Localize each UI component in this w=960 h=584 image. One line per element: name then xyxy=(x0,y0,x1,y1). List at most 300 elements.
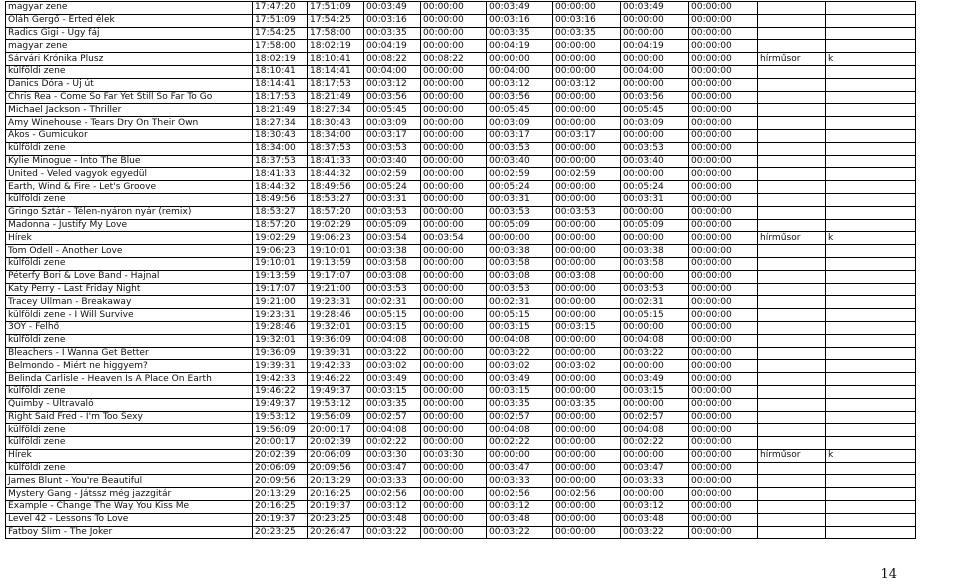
table-row xyxy=(6,488,916,501)
cell-title: Example - Change The Way You Kiss Me xyxy=(6,501,253,514)
cell-start-time: 17:51:09 xyxy=(253,14,308,27)
cell-end-time: 19:23:31 xyxy=(308,296,364,309)
cell-flag xyxy=(826,360,916,373)
cell-program-type xyxy=(758,245,826,258)
cell-start-time: 20:09:56 xyxy=(253,475,308,488)
cell-title: Right Said Fred - I'm Too Sexy xyxy=(6,411,253,424)
cell-foreign-duration: 00:04:08 xyxy=(621,424,689,437)
cell-spoken-duration: 00:00:00 xyxy=(421,181,487,194)
cell-start-time: 19:46:22 xyxy=(253,385,308,398)
cell-end-time: 19:36:09 xyxy=(308,334,364,347)
cell-duration: 00:02:31 xyxy=(364,296,421,309)
cell-end-time: 17:54:25 xyxy=(308,14,364,27)
cell-foreign-duration: 00:03:48 xyxy=(621,513,689,526)
cell-start-time: 18:21:49 xyxy=(253,104,308,117)
cell-duration: 00:03:02 xyxy=(364,360,421,373)
cell-spoken-duration: 00:00:00 xyxy=(421,321,487,334)
cell-music-duration: 00:03:22 xyxy=(487,526,553,539)
cell-hungarian-duration: 00:03:12 xyxy=(553,78,621,91)
cell-spoken-duration: 00:00:00 xyxy=(421,373,487,386)
cell-music-duration: 00:03:47 xyxy=(487,462,553,475)
cell-title: Belinda Carlisle - Heaven Is A Place On Earth xyxy=(6,373,253,386)
cell-duration: 00:03:38 xyxy=(364,245,421,258)
cell-program-type xyxy=(758,475,826,488)
cell-hungarian-duration: 00:03:02 xyxy=(553,360,621,373)
cell-start-time: 18:34:00 xyxy=(253,142,308,155)
cell-duration: 00:03:12 xyxy=(364,501,421,514)
table-row xyxy=(6,526,916,539)
cell-spoken-duration: 00:00:00 xyxy=(421,513,487,526)
cell-foreign-duration: 00:04:08 xyxy=(621,334,689,347)
cell-spoken-duration: 00:03:54 xyxy=(421,232,487,245)
cell-flag xyxy=(826,385,916,398)
cell-end-time: 18:10:41 xyxy=(308,53,364,66)
cell-end-time: 18:53:27 xyxy=(308,193,364,206)
cell-other-duration: 00:00:00 xyxy=(689,385,758,398)
cell-music-duration: 00:02:56 xyxy=(487,488,553,501)
table-row xyxy=(6,360,916,373)
cell-flag xyxy=(826,321,916,334)
cell-hungarian-duration: 00:00:00 xyxy=(553,411,621,424)
cell-foreign-duration: 00:00:00 xyxy=(621,398,689,411)
cell-title: Chris Rea - Come So Far Yet Still So Far To Go xyxy=(6,91,253,104)
cell-end-time: 20:16:25 xyxy=(308,488,364,501)
table-row xyxy=(6,40,916,53)
table-row xyxy=(6,142,916,155)
cell-spoken-duration: 00:00:00 xyxy=(421,206,487,219)
cell-hungarian-duration: 00:00:00 xyxy=(553,104,621,117)
cell-other-duration: 00:00:00 xyxy=(689,245,758,258)
cell-foreign-duration: 00:03:49 xyxy=(621,373,689,386)
cell-flag xyxy=(826,117,916,130)
cell-title: külföldi zene xyxy=(6,462,253,475)
cell-title: Kylie Minogue - Into The Blue xyxy=(6,155,253,168)
table-row xyxy=(6,398,916,411)
cell-music-duration: 00:05:45 xyxy=(487,104,553,117)
table-row xyxy=(6,206,916,219)
cell-duration: 00:04:00 xyxy=(364,65,421,78)
cell-foreign-duration: 00:05:15 xyxy=(621,309,689,322)
cell-program-type xyxy=(758,78,826,91)
cell-spoken-duration: 00:00:00 xyxy=(421,65,487,78)
cell-title: külföldi zene xyxy=(6,65,253,78)
cell-foreign-duration: 00:03:33 xyxy=(621,475,689,488)
cell-start-time: 19:56:09 xyxy=(253,424,308,437)
cell-hungarian-duration: 00:00:00 xyxy=(553,219,621,232)
cell-foreign-duration: 00:03:15 xyxy=(621,385,689,398)
cell-start-time: 18:37:53 xyxy=(253,155,308,168)
table-row xyxy=(6,513,916,526)
cell-flag xyxy=(826,181,916,194)
cell-title: magyar zene xyxy=(6,2,253,15)
cell-foreign-duration: 00:00:00 xyxy=(621,321,689,334)
cell-spoken-duration: 00:00:00 xyxy=(421,398,487,411)
cell-title: külföldi zene xyxy=(6,334,253,347)
cell-foreign-duration: 00:05:24 xyxy=(621,181,689,194)
cell-hungarian-duration: 00:00:00 xyxy=(553,424,621,437)
cell-hungarian-duration: 00:00:00 xyxy=(553,117,621,130)
cell-title: Michael Jackson - Thriller xyxy=(6,104,253,117)
cell-flag xyxy=(826,475,916,488)
cell-hungarian-duration: 00:00:00 xyxy=(553,309,621,322)
cell-end-time: 19:49:37 xyxy=(308,385,364,398)
table-row xyxy=(6,193,916,206)
cell-hungarian-duration: 00:02:56 xyxy=(553,488,621,501)
cell-start-time: 20:06:09 xyxy=(253,462,308,475)
cell-title: külföldi zene xyxy=(6,437,253,450)
cell-flag xyxy=(826,513,916,526)
cell-foreign-duration: 00:03:49 xyxy=(621,2,689,15)
cell-other-duration: 00:00:00 xyxy=(689,501,758,514)
cell-other-duration: 00:00:00 xyxy=(689,232,758,245)
cell-start-time: 19:10:01 xyxy=(253,257,308,270)
cell-title: külföldi zene - I Will Survive xyxy=(6,309,253,322)
cell-spoken-duration: 00:00:00 xyxy=(421,309,487,322)
cell-hungarian-duration: 00:00:00 xyxy=(553,91,621,104)
cell-program-type: hírműsor xyxy=(758,232,826,245)
cell-spoken-duration: 00:00:00 xyxy=(421,475,487,488)
cell-music-duration: 00:00:00 xyxy=(487,449,553,462)
cell-music-duration: 00:04:19 xyxy=(487,40,553,53)
cell-duration: 00:03:22 xyxy=(364,347,421,360)
cell-end-time: 18:27:34 xyxy=(308,104,364,117)
cell-start-time: 18:41:33 xyxy=(253,168,308,181)
cell-duration: 00:05:45 xyxy=(364,104,421,117)
table-row xyxy=(6,2,916,15)
table-row xyxy=(6,449,916,462)
cell-foreign-duration: 00:03:09 xyxy=(621,117,689,130)
cell-other-duration: 00:00:00 xyxy=(689,270,758,283)
cell-duration: 00:02:57 xyxy=(364,411,421,424)
cell-foreign-duration: 00:05:09 xyxy=(621,219,689,232)
cell-title: külföldi zene xyxy=(6,385,253,398)
cell-foreign-duration: 00:00:00 xyxy=(621,232,689,245)
cell-title: magyar zene xyxy=(6,40,253,53)
cell-hungarian-duration: 00:00:00 xyxy=(553,155,621,168)
cell-start-time: 18:10:41 xyxy=(253,65,308,78)
cell-music-duration: 00:02:22 xyxy=(487,437,553,450)
cell-duration: 00:03:53 xyxy=(364,283,421,296)
cell-other-duration: 00:00:00 xyxy=(689,411,758,424)
cell-hungarian-duration: 00:00:00 xyxy=(553,40,621,53)
cell-start-time: 18:02:19 xyxy=(253,53,308,66)
cell-duration: 00:04:19 xyxy=(364,40,421,53)
cell-end-time: 19:02:29 xyxy=(308,219,364,232)
cell-foreign-duration: 00:03:38 xyxy=(621,245,689,258)
cell-start-time: 19:42:33 xyxy=(253,373,308,386)
cell-duration: 00:03:15 xyxy=(364,385,421,398)
cell-start-time: 17:47:20 xyxy=(253,2,308,15)
cell-other-duration: 00:00:00 xyxy=(689,462,758,475)
cell-end-time: 18:02:19 xyxy=(308,40,364,53)
cell-end-time: 19:10:01 xyxy=(308,245,364,258)
cell-hungarian-duration: 00:00:00 xyxy=(553,2,621,15)
table-body xyxy=(6,2,916,539)
cell-title: Ákos - Gumicukor xyxy=(6,129,253,142)
cell-program-type xyxy=(758,424,826,437)
cell-foreign-duration: 00:04:19 xyxy=(621,40,689,53)
table-row xyxy=(6,14,916,27)
cell-program-type xyxy=(758,501,826,514)
cell-title: Level 42 - Lessons To Love xyxy=(6,513,253,526)
cell-duration: 00:03:53 xyxy=(364,206,421,219)
cell-other-duration: 00:00:00 xyxy=(689,309,758,322)
cell-end-time: 19:32:01 xyxy=(308,321,364,334)
cell-title: Belmondo - Miért ne higgyem? xyxy=(6,360,253,373)
cell-hungarian-duration: 00:03:16 xyxy=(553,14,621,27)
cell-end-time: 19:42:33 xyxy=(308,360,364,373)
table-row xyxy=(6,424,916,437)
table-row xyxy=(6,309,916,322)
cell-end-time: 18:14:41 xyxy=(308,65,364,78)
cell-start-time: 18:27:34 xyxy=(253,117,308,130)
cell-other-duration: 00:00:00 xyxy=(689,193,758,206)
cell-foreign-duration: 00:00:00 xyxy=(621,270,689,283)
cell-spoken-duration: 00:00:00 xyxy=(421,245,487,258)
cell-flag xyxy=(826,2,916,15)
cell-program-type xyxy=(758,526,826,539)
cell-spoken-duration: 00:00:00 xyxy=(421,155,487,168)
cell-music-duration: 00:03:31 xyxy=(487,193,553,206)
cell-flag xyxy=(826,104,916,117)
table-row xyxy=(6,91,916,104)
cell-other-duration: 00:00:00 xyxy=(689,334,758,347)
cell-spoken-duration: 00:00:00 xyxy=(421,27,487,40)
cell-hungarian-duration: 00:00:00 xyxy=(553,501,621,514)
cell-end-time: 18:30:43 xyxy=(308,117,364,130)
cell-other-duration: 00:00:00 xyxy=(689,53,758,66)
cell-duration: 00:03:40 xyxy=(364,155,421,168)
cell-hungarian-duration: 00:03:53 xyxy=(553,206,621,219)
cell-flag xyxy=(826,14,916,27)
cell-start-time: 20:16:25 xyxy=(253,501,308,514)
cell-other-duration: 00:00:00 xyxy=(689,2,758,15)
cell-spoken-duration: 00:00:00 xyxy=(421,219,487,232)
cell-end-time: 19:17:07 xyxy=(308,270,364,283)
cell-music-duration: 00:03:02 xyxy=(487,360,553,373)
cell-hungarian-duration: 00:00:00 xyxy=(553,65,621,78)
cell-other-duration: 00:00:00 xyxy=(689,27,758,40)
cell-foreign-duration: 00:03:53 xyxy=(621,283,689,296)
cell-duration: 00:03:09 xyxy=(364,117,421,130)
cell-hungarian-duration: 00:00:00 xyxy=(553,347,621,360)
table-row xyxy=(6,155,916,168)
cell-flag xyxy=(826,347,916,360)
cell-spoken-duration: 00:00:00 xyxy=(421,334,487,347)
cell-flag xyxy=(826,296,916,309)
cell-duration: 00:04:08 xyxy=(364,334,421,347)
cell-other-duration: 00:00:00 xyxy=(689,321,758,334)
table-row xyxy=(6,245,916,258)
cell-flag: k xyxy=(826,449,916,462)
cell-title: Amy Winehouse - Tears Dry On Their Own xyxy=(6,117,253,130)
cell-music-duration: 00:03:53 xyxy=(487,206,553,219)
cell-title: Radics Gigi - Úgy fáj xyxy=(6,27,253,40)
cell-flag xyxy=(826,411,916,424)
cell-spoken-duration: 00:00:00 xyxy=(421,437,487,450)
cell-music-duration: 00:03:53 xyxy=(487,142,553,155)
cell-foreign-duration: 00:04:00 xyxy=(621,65,689,78)
cell-title: Hírek xyxy=(6,232,253,245)
cell-end-time: 20:23:25 xyxy=(308,513,364,526)
cell-start-time: 19:36:09 xyxy=(253,347,308,360)
cell-program-type xyxy=(758,181,826,194)
cell-program-type: hírműsor xyxy=(758,449,826,462)
cell-title: Péterfy Bori & Love Band - Hajnal xyxy=(6,270,253,283)
cell-music-duration: 00:03:09 xyxy=(487,117,553,130)
cell-music-duration: 00:04:08 xyxy=(487,334,553,347)
cell-foreign-duration: 00:00:00 xyxy=(621,78,689,91)
table-row xyxy=(6,27,916,40)
cell-spoken-duration: 00:00:00 xyxy=(421,283,487,296)
cell-program-type xyxy=(758,117,826,130)
cell-music-duration: 00:04:00 xyxy=(487,65,553,78)
cell-music-duration: 00:03:15 xyxy=(487,321,553,334)
cell-end-time: 19:13:59 xyxy=(308,257,364,270)
cell-end-time: 18:17:53 xyxy=(308,78,364,91)
cell-foreign-duration: 00:00:00 xyxy=(621,27,689,40)
cell-music-duration: 00:03:49 xyxy=(487,2,553,15)
cell-program-type: hírműsor xyxy=(758,53,826,66)
cell-foreign-duration: 00:03:22 xyxy=(621,347,689,360)
cell-duration: 00:03:08 xyxy=(364,270,421,283)
cell-duration: 00:05:24 xyxy=(364,181,421,194)
cell-flag xyxy=(826,437,916,450)
cell-music-duration: 00:05:24 xyxy=(487,181,553,194)
cell-music-duration: 00:05:15 xyxy=(487,309,553,322)
cell-flag xyxy=(826,257,916,270)
cell-program-type xyxy=(758,91,826,104)
cell-foreign-duration: 00:00:00 xyxy=(621,488,689,501)
cell-flag xyxy=(826,193,916,206)
cell-duration: 00:03:17 xyxy=(364,129,421,142)
cell-title: Fatboy Slim - The Joker xyxy=(6,526,253,539)
cell-flag xyxy=(826,245,916,258)
cell-hungarian-duration: 00:03:15 xyxy=(553,321,621,334)
cell-duration: 00:03:47 xyxy=(364,462,421,475)
cell-title: külföldi zene xyxy=(6,257,253,270)
cell-duration: 00:03:30 xyxy=(364,449,421,462)
cell-start-time: 19:06:23 xyxy=(253,245,308,258)
cell-music-duration: 00:03:17 xyxy=(487,129,553,142)
cell-start-time: 19:32:01 xyxy=(253,334,308,347)
cell-duration: 00:03:48 xyxy=(364,513,421,526)
cell-start-time: 18:57:20 xyxy=(253,219,308,232)
cell-spoken-duration: 00:03:30 xyxy=(421,449,487,462)
cell-spoken-duration: 00:00:00 xyxy=(421,40,487,53)
table-row xyxy=(6,462,916,475)
cell-end-time: 20:26:47 xyxy=(308,526,364,539)
table-row xyxy=(6,232,916,245)
cell-end-time: 17:58:00 xyxy=(308,27,364,40)
cell-flag xyxy=(826,168,916,181)
cell-title: 3OY - Felhő xyxy=(6,321,253,334)
cell-program-type xyxy=(758,14,826,27)
table-row xyxy=(6,65,916,78)
cell-foreign-duration: 00:02:57 xyxy=(621,411,689,424)
cell-music-duration: 00:03:33 xyxy=(487,475,553,488)
cell-other-duration: 00:00:00 xyxy=(689,373,758,386)
cell-foreign-duration: 00:03:56 xyxy=(621,91,689,104)
cell-title: Oláh Gergő - Érted élek xyxy=(6,14,253,27)
cell-foreign-duration: 00:00:00 xyxy=(621,53,689,66)
cell-music-duration: 00:03:38 xyxy=(487,245,553,258)
cell-duration: 00:03:49 xyxy=(364,2,421,15)
cell-end-time: 20:13:29 xyxy=(308,475,364,488)
cell-flag xyxy=(826,206,916,219)
cell-end-time: 19:28:46 xyxy=(308,309,364,322)
cell-hungarian-duration: 00:00:00 xyxy=(553,181,621,194)
cell-other-duration: 00:00:00 xyxy=(689,437,758,450)
cell-flag xyxy=(826,424,916,437)
cell-end-time: 18:41:33 xyxy=(308,155,364,168)
cell-other-duration: 00:00:00 xyxy=(689,296,758,309)
cell-title: külföldi zene xyxy=(6,424,253,437)
cell-foreign-duration: 00:03:40 xyxy=(621,155,689,168)
table-row xyxy=(6,373,916,386)
table-row xyxy=(6,296,916,309)
cell-spoken-duration: 00:00:00 xyxy=(421,91,487,104)
cell-duration: 00:05:09 xyxy=(364,219,421,232)
table-row xyxy=(6,219,916,232)
cell-foreign-duration: 00:00:00 xyxy=(621,14,689,27)
cell-end-time: 18:57:20 xyxy=(308,206,364,219)
cell-program-type xyxy=(758,373,826,386)
cell-title: Madonna - Justify My Love xyxy=(6,219,253,232)
cell-start-time: 17:58:00 xyxy=(253,40,308,53)
cell-foreign-duration: 00:00:00 xyxy=(621,360,689,373)
cell-program-type xyxy=(758,347,826,360)
cell-other-duration: 00:00:00 xyxy=(689,526,758,539)
cell-other-duration: 00:00:00 xyxy=(689,347,758,360)
cell-program-type xyxy=(758,296,826,309)
cell-flag xyxy=(826,129,916,142)
table-row xyxy=(6,334,916,347)
cell-title: Quimby - Ultravaló xyxy=(6,398,253,411)
cell-flag xyxy=(826,78,916,91)
cell-other-duration: 00:00:00 xyxy=(689,168,758,181)
cell-flag xyxy=(826,373,916,386)
cell-music-duration: 00:03:35 xyxy=(487,398,553,411)
cell-foreign-duration: 00:00:00 xyxy=(621,129,689,142)
cell-hungarian-duration: 00:00:00 xyxy=(553,232,621,245)
cell-end-time: 20:02:39 xyxy=(308,437,364,450)
table-row xyxy=(6,181,916,194)
cell-title: Gringo Sztár - Télen-nyáron nyár (remix) xyxy=(6,206,253,219)
cell-spoken-duration: 00:00:00 xyxy=(421,411,487,424)
table-row xyxy=(6,53,916,66)
cell-start-time: 20:19:37 xyxy=(253,513,308,526)
cell-other-duration: 00:00:00 xyxy=(689,513,758,526)
cell-other-duration: 00:00:00 xyxy=(689,14,758,27)
cell-program-type xyxy=(758,104,826,117)
cell-spoken-duration: 00:08:22 xyxy=(421,53,487,66)
cell-flag xyxy=(826,65,916,78)
table-row xyxy=(6,78,916,91)
cell-spoken-duration: 00:00:00 xyxy=(421,14,487,27)
cell-program-type xyxy=(758,270,826,283)
cell-other-duration: 00:00:00 xyxy=(689,40,758,53)
cell-duration: 00:03:35 xyxy=(364,27,421,40)
cell-duration: 00:03:33 xyxy=(364,475,421,488)
cell-hungarian-duration: 00:03:17 xyxy=(553,129,621,142)
cell-start-time: 20:02:39 xyxy=(253,449,308,462)
cell-title: Tracey Ullman - Breakaway xyxy=(6,296,253,309)
cell-music-duration: 00:03:35 xyxy=(487,27,553,40)
cell-music-duration: 00:00:00 xyxy=(487,53,553,66)
cell-hungarian-duration: 00:00:00 xyxy=(553,462,621,475)
cell-start-time: 20:00:17 xyxy=(253,437,308,450)
